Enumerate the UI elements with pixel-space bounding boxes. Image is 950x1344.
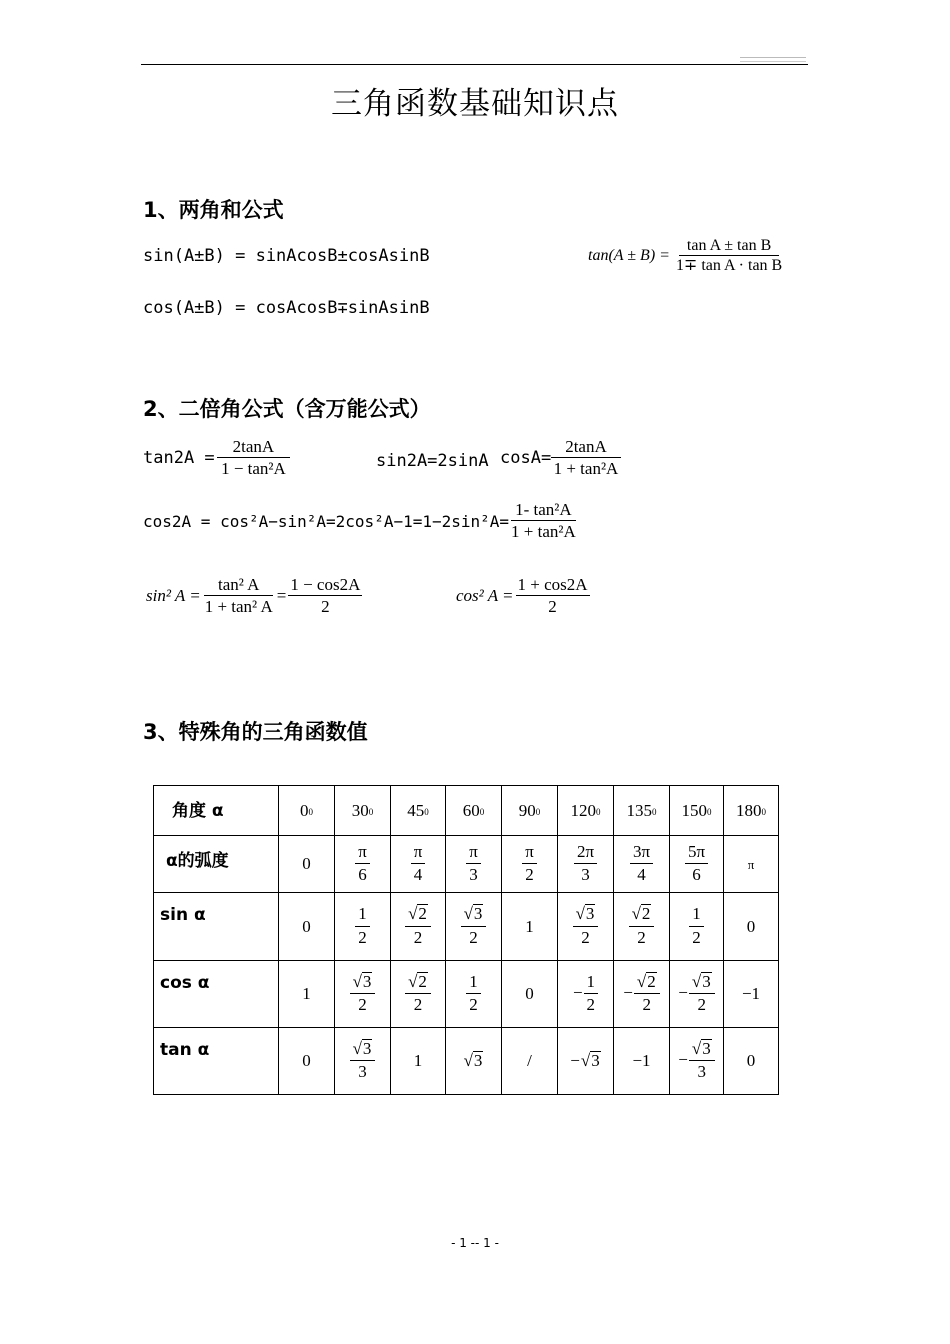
rad-cell: [558, 836, 614, 893]
radical: √3: [691, 1038, 711, 1058]
cos-squared-formula: [456, 575, 590, 618]
math-value: [355, 841, 370, 885]
cosa-formula: [500, 437, 621, 480]
rad-cell: [670, 836, 724, 893]
table-row-tan: [154, 1028, 779, 1095]
math-value: −1: [632, 1051, 651, 1070]
math-value: [350, 971, 376, 1015]
cosa-fraction: [551, 437, 621, 480]
sin-sum-formula: sin(A±B) = sinAcosB±cosAsinB: [143, 246, 430, 266]
tan-cell: [446, 1028, 502, 1095]
math-value: [405, 904, 431, 947]
header-rule-short: [740, 57, 806, 58]
sin-cell: [391, 893, 446, 961]
degree-mark: 0: [707, 806, 712, 817]
math-value: 1: [413, 1051, 423, 1070]
radical: √3: [463, 904, 483, 924]
math-value: [629, 904, 655, 947]
cos-cell: [279, 961, 335, 1028]
cos-cell: [502, 961, 558, 1028]
sin-cell: [279, 893, 335, 961]
tan2a-denominator: 1 − tan²A: [221, 459, 286, 479]
math-value: [573, 904, 599, 947]
math-value: − $\frac{√2}{2}$: [623, 983, 659, 1002]
rad-cell: [502, 836, 558, 893]
tan-cell: [724, 1028, 779, 1095]
cos-squared-denominator: 2: [548, 597, 557, 617]
math-value: −1: [741, 984, 761, 1003]
radical: √3: [691, 971, 711, 991]
cos2a-numerator: 1- tan²A: [511, 500, 576, 521]
rad-cell: [446, 836, 502, 893]
deg-cell: 00: [279, 786, 335, 836]
degree-mark: 0: [479, 806, 485, 817]
table-row-degrees: [154, 786, 779, 836]
math-value: 0: [746, 1051, 756, 1070]
degree-mark: 0: [424, 806, 429, 817]
sin-squared-fraction-2: [288, 575, 362, 618]
sin-cell: [614, 893, 670, 961]
tan2a-fraction: [217, 437, 291, 480]
cosa-numerator: 2tanA: [551, 437, 621, 458]
section-3-heading: 3、特殊角的三角函数值: [143, 720, 368, 744]
math-value: −√3: [570, 1051, 600, 1070]
radical: √2: [408, 971, 427, 991]
math-value: [466, 841, 481, 885]
tan-sum-fraction: [674, 236, 784, 276]
row-header-sin: sin α: [154, 893, 279, 961]
fraction: $\frac{√3}{2}$: [689, 971, 715, 1017]
sin-squared-denominator-2: 2: [321, 597, 330, 617]
sin-squared-formula: [146, 575, 362, 618]
rad-cell: π: [724, 836, 779, 893]
cos-sum-formula: cos(A±B) = cosAcosB∓sinAsinB: [143, 298, 430, 318]
math-value: [464, 1051, 484, 1070]
header-rule: [141, 64, 808, 65]
math-value: 1: [302, 984, 311, 1003]
fraction: $\frac{\pi}{2}$: [522, 841, 537, 887]
row-header-tan: tan α: [154, 1028, 279, 1095]
cos2a-lhs: cos2A = cos²A−sin²A=2cos²A−1=1−2sin²A=: [143, 511, 510, 531]
cos2a-formula: [143, 500, 578, 543]
deg-cell: 300: [335, 786, 391, 836]
math-value: − $\frac{√3}{3}$: [678, 1050, 714, 1069]
math-value: [689, 904, 704, 947]
tan2a-lhs: tan2A =: [143, 448, 215, 469]
sin2a-formula: sin2A=2sinA: [376, 451, 489, 471]
tan-sum-denominator: 1∓ tan A · tan B: [675, 257, 783, 275]
math-value: 0: [302, 916, 311, 936]
tan-cell: [670, 1028, 724, 1095]
deg-cell: 1800: [724, 786, 779, 836]
row-header-cos: cos α: [154, 961, 279, 1028]
tan2a-formula: [143, 437, 290, 480]
degree-mark: 0: [308, 806, 313, 817]
deg-cell: 1350: [614, 786, 670, 836]
cos-squared-fraction: [516, 575, 590, 618]
sin-cell: [724, 893, 779, 961]
degree-mark: 0: [535, 806, 541, 817]
cosa-lhs: cosA=: [500, 448, 552, 469]
tan-cell: [391, 1028, 446, 1095]
cos-squared-numerator: 1 + cos2A: [516, 575, 590, 596]
math-value: [461, 904, 487, 947]
math-value: [405, 971, 431, 1015]
sin-squared-fraction-1: [203, 575, 275, 618]
cos-cell: [391, 961, 446, 1028]
row-header-degrees: 角度 α: [154, 786, 279, 836]
sin-cell: [335, 893, 391, 961]
cos-squared-lhs: cos² A =: [456, 586, 514, 606]
cos-cell: [724, 961, 779, 1028]
sin-cell: [558, 893, 614, 961]
fraction: $\frac{√2}{2}$: [405, 971, 431, 1017]
fraction: $\frac{1}{2}$: [355, 903, 370, 949]
tan-cell: [279, 1028, 335, 1095]
degree-mark: 0: [596, 806, 601, 817]
deg-cell: 900: [502, 786, 558, 836]
tan-sum-lhs: tan(A ± B) =: [588, 247, 670, 265]
trig-values-table: [153, 785, 779, 1095]
rad-cell: [335, 836, 391, 893]
fraction: $\frac{√2}{2}$: [405, 903, 431, 949]
tan-cell: [502, 1028, 558, 1095]
radical: √3: [575, 904, 595, 924]
equals-sign: =: [276, 586, 287, 606]
fraction: $\frac{1}{2}$: [466, 971, 481, 1017]
degree-mark: 0: [761, 806, 766, 817]
math-value: /: [527, 1051, 532, 1070]
header-rule-short-2: [740, 61, 806, 62]
cos2a-fraction: [509, 500, 578, 543]
math-value: 1: [525, 916, 534, 936]
sin-squared-lhs: sin² A =: [146, 586, 201, 606]
math-value: [685, 841, 708, 885]
math-value: − $\frac{√3}{2}$: [678, 983, 714, 1002]
deg-cell: 1200: [558, 786, 614, 836]
tan-sum-numerator: tan A ± tan B: [679, 236, 779, 256]
fraction: $\frac{\pi}{6}$: [355, 841, 370, 887]
cos-cell: [670, 961, 724, 1028]
fraction: $\frac{2\pi}{3}$: [574, 841, 597, 887]
page-title: 三角函数基础知识点: [331, 86, 619, 122]
fraction: $\frac{1}{2}$: [584, 971, 599, 1017]
radical: √3: [352, 971, 372, 991]
radical: √2: [631, 904, 651, 924]
deg-cell: 450: [391, 786, 446, 836]
math-value: [630, 841, 653, 885]
cos-cell: [335, 961, 391, 1028]
tan-cell: [614, 1028, 670, 1095]
table-row-cos: [154, 961, 779, 1028]
math-value: 0: [746, 916, 756, 936]
math-value: − $\frac{1}{2}$: [573, 983, 598, 1002]
cosa-denominator: 1 + tan²A: [553, 459, 619, 479]
sin-cell: [670, 893, 724, 961]
sin-squared-numerator-2: 1 − cos2A: [288, 575, 362, 596]
fraction: $\frac{\pi}{3}$: [466, 841, 481, 887]
math-value: [574, 841, 597, 885]
math-value: [355, 904, 370, 947]
row-header-radians: α的弧度: [154, 836, 279, 893]
math-value: [522, 841, 537, 885]
rad-cell: [391, 836, 446, 893]
fraction: $\frac{√3}{3}$: [689, 1038, 715, 1084]
sin-cell: [446, 893, 502, 961]
deg-cell: 600: [446, 786, 502, 836]
fraction: $\frac{√3}{3}$: [350, 1038, 376, 1084]
radical: √3: [463, 1051, 483, 1070]
sin-squared-denominator-1: 1 + tan² A: [204, 597, 273, 617]
sin-squared-numerator-1: tan² A: [204, 575, 273, 596]
section-1-heading: 1、两角和公式: [143, 198, 284, 222]
fraction: $\frac{√2}{2}$: [629, 903, 655, 949]
radical: √2: [636, 971, 656, 991]
rad-cell: [279, 836, 335, 893]
fraction: $\frac{3\pi}{4}$: [630, 841, 653, 887]
cos-cell: [558, 961, 614, 1028]
deg-cell: 1500: [670, 786, 724, 836]
table-row-sin: [154, 893, 779, 961]
math-value: [466, 971, 481, 1015]
fraction: $\frac{√3}{2}$: [461, 903, 487, 949]
tan-sum-formula: [588, 236, 784, 276]
math-value: 0: [302, 1051, 311, 1070]
math-value: [350, 1038, 376, 1082]
fraction: $\frac{√3}{2}$: [573, 903, 599, 949]
degree-mark: 0: [368, 806, 374, 817]
tan-cell: [335, 1028, 391, 1095]
sin-cell: [502, 893, 558, 961]
math-value: 0: [525, 984, 534, 1003]
fraction: $\frac{√2}{2}$: [634, 971, 660, 1017]
page-number: - 1 -- 1 -: [451, 1236, 499, 1250]
tan2a-numerator: 2tanA: [217, 437, 291, 458]
table-row-radians: [154, 836, 779, 893]
radical: √3: [580, 1051, 600, 1070]
tan-cell: [558, 1028, 614, 1095]
radical: √3: [352, 1038, 372, 1058]
radical: √2: [408, 904, 427, 924]
math-value: 0: [302, 854, 311, 873]
fraction: $\frac{5\pi}{6}$: [685, 841, 708, 887]
cos-cell: [614, 961, 670, 1028]
degree-mark: 0: [652, 806, 657, 817]
cos2a-denominator: 1 + tan²A: [511, 522, 576, 542]
fraction: $\frac{√3}{2}$: [350, 971, 376, 1017]
section-2-heading: 2、二倍角公式（含万能公式）: [143, 397, 431, 421]
fraction: $\frac{1}{2}$: [689, 903, 704, 949]
cos-cell: [446, 961, 502, 1028]
math-value: [411, 841, 426, 885]
rad-cell: [614, 836, 670, 893]
fraction: $\frac{\pi}{4}$: [411, 841, 426, 887]
